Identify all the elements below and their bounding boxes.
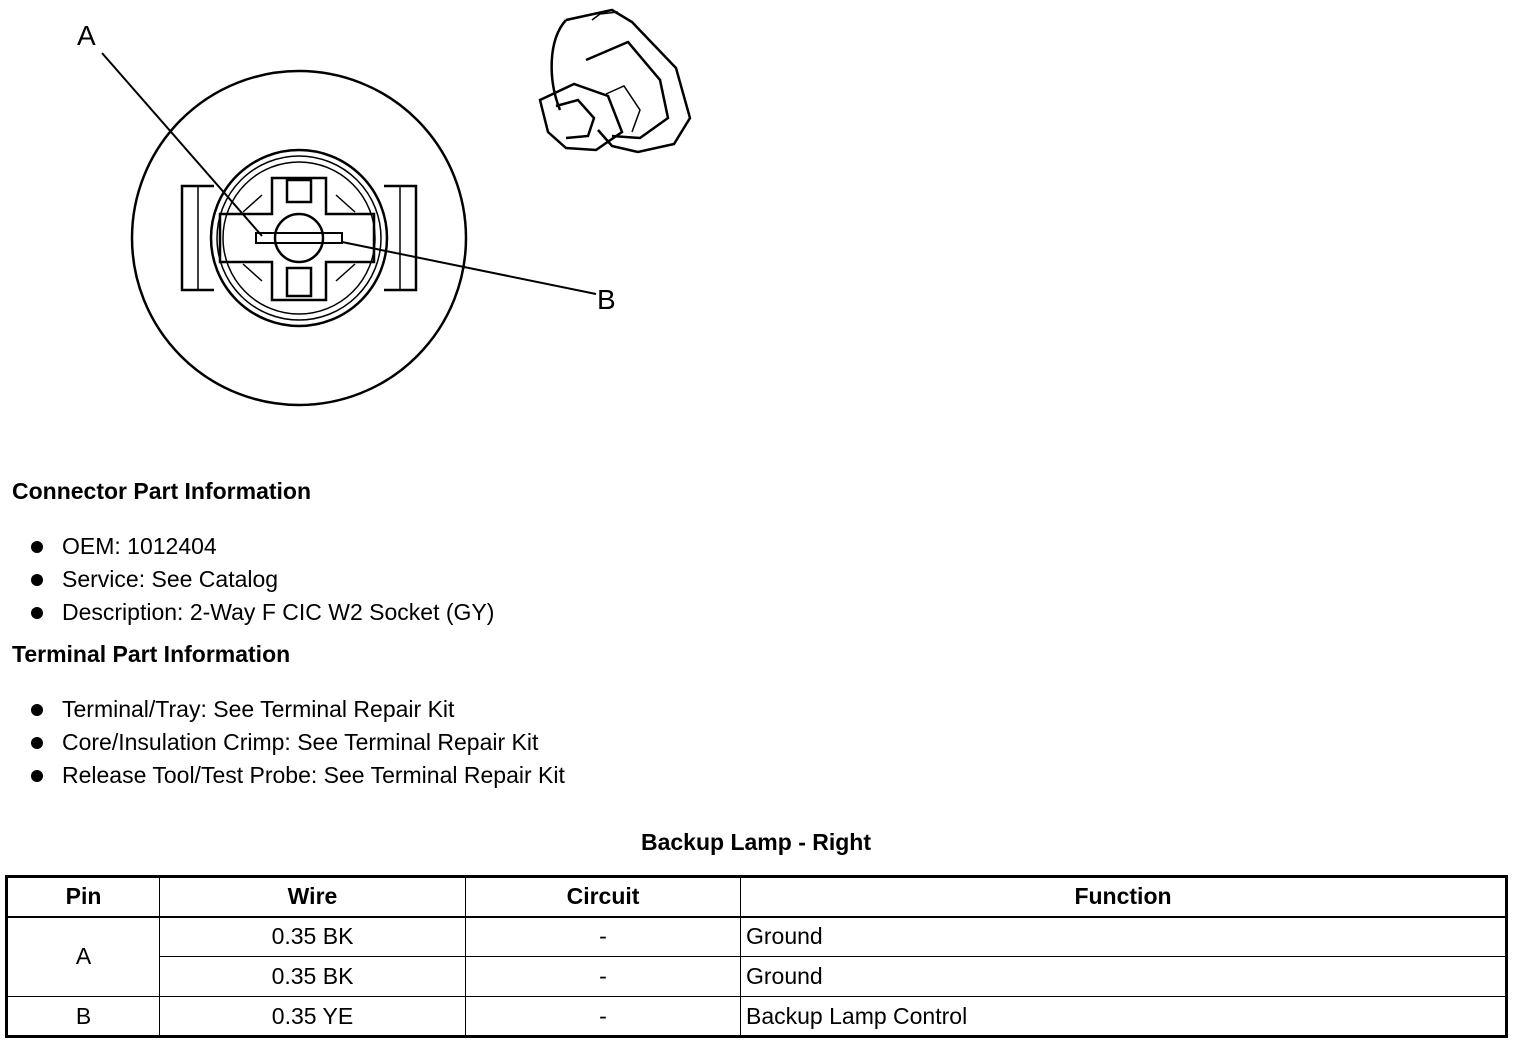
bulb-socket-illustration bbox=[540, 10, 690, 152]
connector-info-service: Service: See Catalog bbox=[62, 566, 279, 592]
table-row bbox=[7, 997, 1507, 1037]
column-header-circuit: Circuit bbox=[466, 877, 741, 917]
connector-info-description: Description: 2-Way F CIC W2 Socket (GY) bbox=[62, 599, 495, 625]
column-header-pin: Pin bbox=[7, 877, 160, 917]
list-item bbox=[28, 693, 565, 726]
callout-a-label: A bbox=[77, 20, 96, 51]
pin-table-caption: Backup Lamp - Right bbox=[640, 829, 871, 855]
bullet-icon bbox=[31, 574, 43, 586]
pin-cell: A bbox=[7, 917, 160, 997]
list-item bbox=[28, 596, 494, 629]
terminal-slot-upper bbox=[287, 180, 311, 202]
center-bore bbox=[275, 214, 323, 262]
terminal-info-release-tool: Release Tool/Test Probe: See Terminal Repair Kit bbox=[62, 762, 565, 788]
bullet-icon bbox=[31, 607, 43, 619]
bullet-icon bbox=[31, 737, 43, 749]
table-header-row bbox=[7, 877, 1507, 917]
callout-b-leader bbox=[342, 242, 596, 294]
socket-ring-inner bbox=[223, 162, 375, 314]
table-row bbox=[7, 917, 1507, 957]
terminal-info-list bbox=[28, 693, 565, 792]
circuit-cell: - bbox=[466, 997, 741, 1037]
wire-cell: 0.35 BK bbox=[160, 957, 466, 997]
connector-info-oem: OEM: 1012404 bbox=[62, 533, 217, 559]
wire-cell: 0.35 BK bbox=[160, 917, 466, 957]
pin-table bbox=[5, 875, 1508, 1038]
terminal-info-tray: Terminal/Tray: See Terminal Repair Kit bbox=[62, 696, 455, 722]
column-header-function: Function bbox=[741, 877, 1507, 917]
function-cell: Ground bbox=[741, 957, 1507, 997]
function-cell: Backup Lamp Control bbox=[741, 997, 1507, 1037]
callout-b-label: B bbox=[597, 284, 616, 315]
circuit-cell: - bbox=[466, 957, 741, 997]
contact-slot bbox=[256, 233, 342, 243]
connector-diagram bbox=[0, 0, 760, 440]
terminal-info-crimp: Core/Insulation Crimp: See Terminal Repair Kit bbox=[62, 729, 539, 755]
circuit-cell: - bbox=[466, 917, 741, 957]
bullet-icon bbox=[31, 541, 43, 553]
list-item bbox=[28, 726, 565, 759]
list-item bbox=[28, 563, 494, 596]
list-item bbox=[28, 530, 494, 563]
terminal-slot-lower bbox=[287, 268, 311, 296]
wire-cell: 0.35 YE bbox=[160, 997, 466, 1037]
list-item bbox=[28, 759, 565, 792]
bullet-icon bbox=[31, 770, 43, 782]
socket-housing bbox=[220, 178, 374, 300]
function-cell: Ground bbox=[741, 917, 1507, 957]
connector-info-list bbox=[28, 530, 494, 629]
bullet-icon bbox=[31, 704, 43, 716]
connector-info-title: Connector Part Information bbox=[12, 478, 312, 504]
terminal-info-title: Terminal Part Information bbox=[12, 641, 291, 667]
table-row bbox=[7, 957, 1507, 997]
pin-cell: B bbox=[7, 997, 160, 1037]
column-header-wire: Wire bbox=[160, 877, 466, 917]
